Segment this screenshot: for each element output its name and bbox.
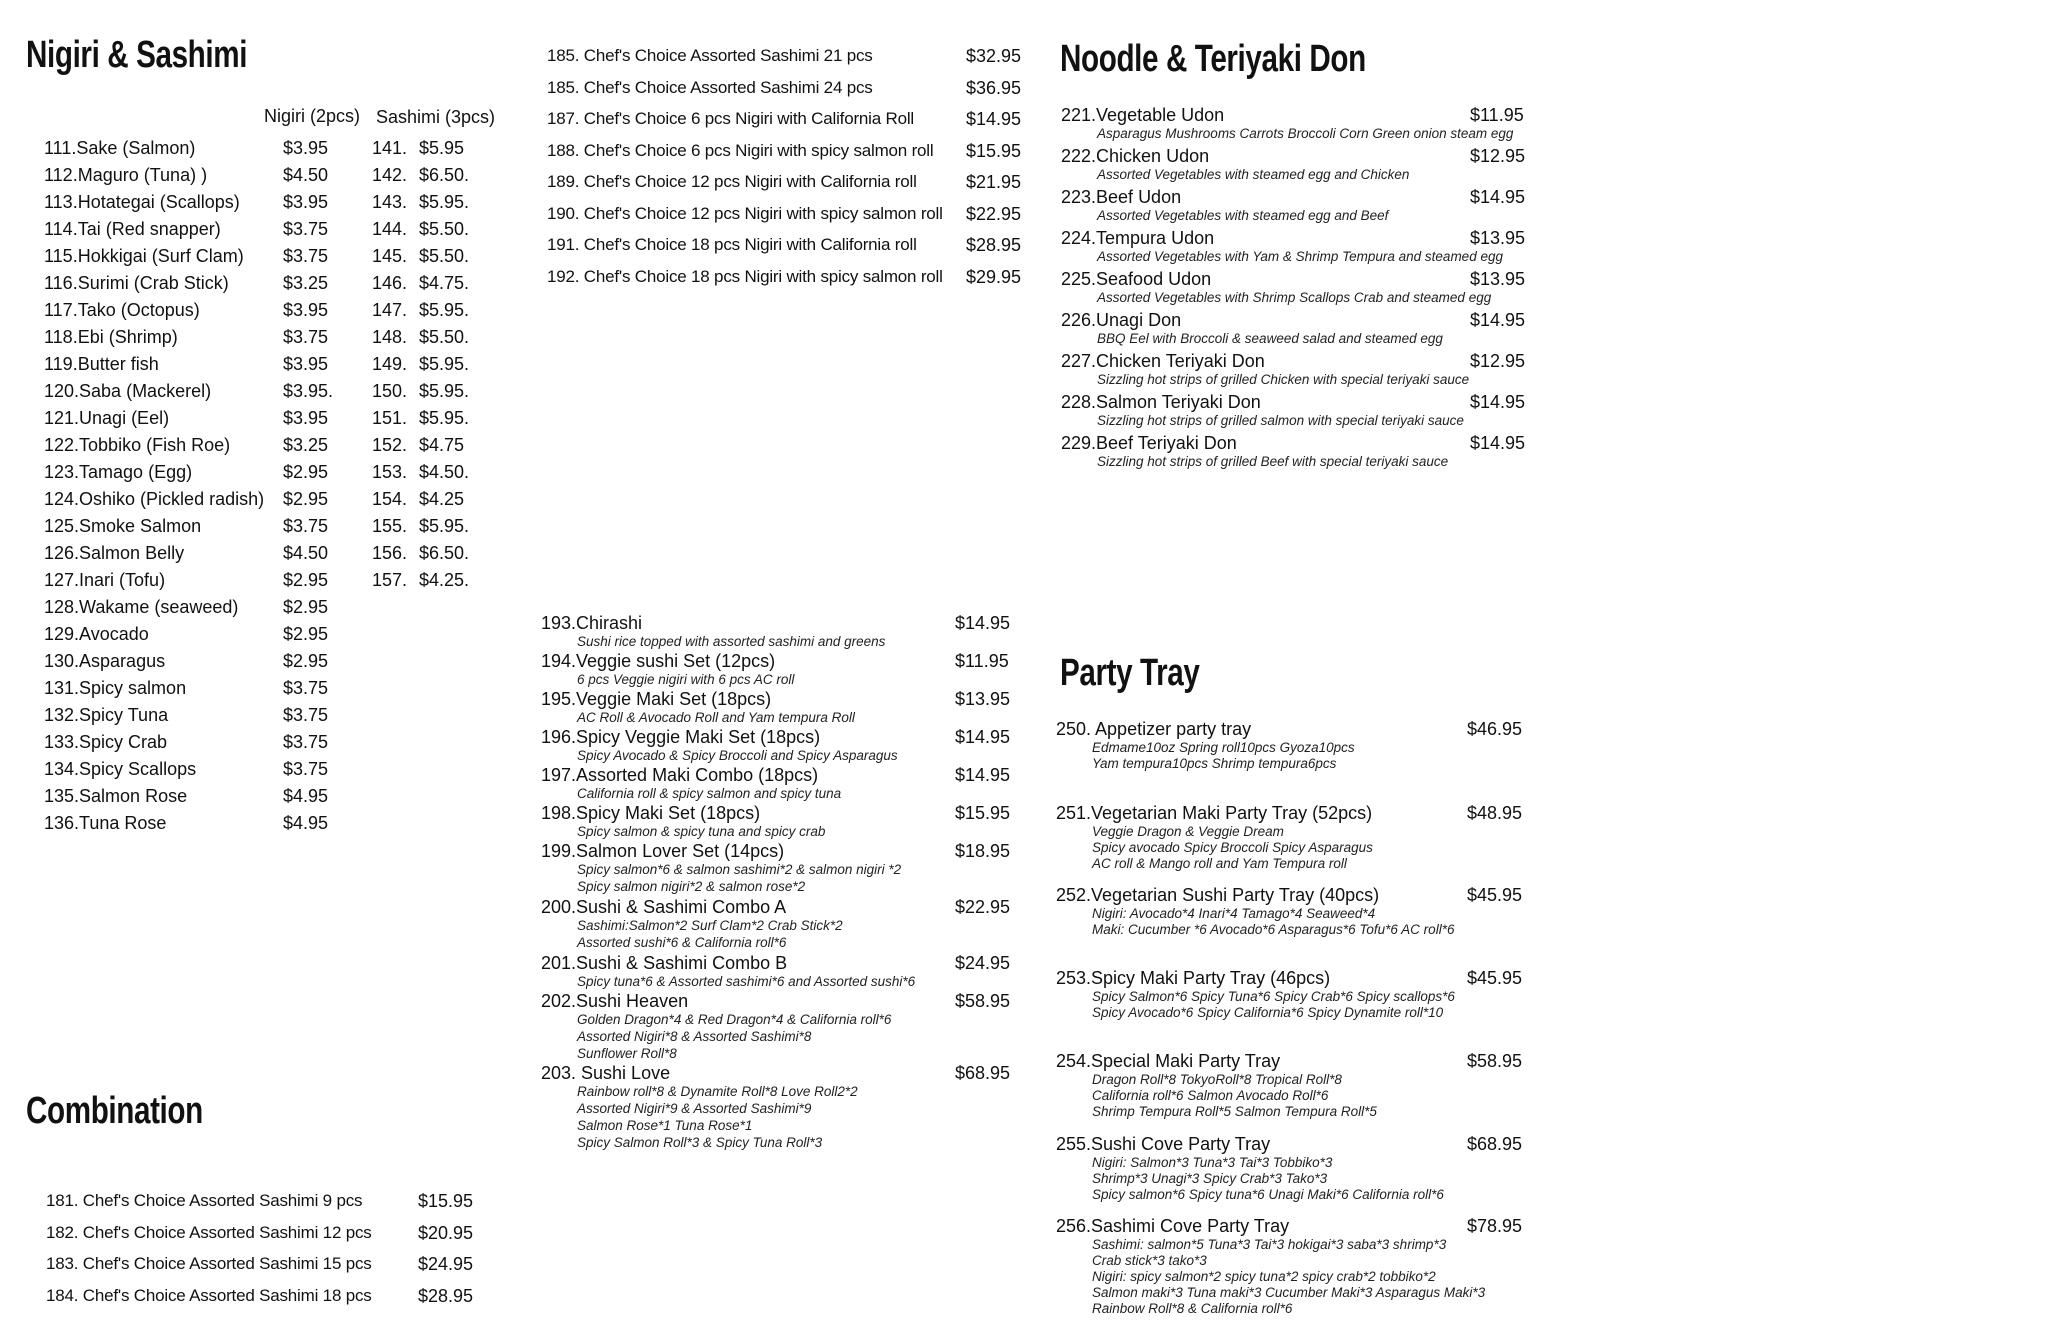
item-name: 227.Chicken Teriyaki Don <box>1061 351 1265 371</box>
sashimi-price: $5.95 <box>419 138 465 158</box>
item-name: 115.Hokkigai (Surf Clam) <box>44 246 244 266</box>
item-name: 222.Chicken Udon <box>1061 146 1210 166</box>
item-name: 190. Chef's Choice 12 pcs Nigiri with spicy salmon roll <box>547 203 943 223</box>
item-price: $78.95 <box>1467 1216 1523 1236</box>
item-name: 195.Veggie Maki Set (18pcs) <box>541 689 772 709</box>
item-name: 200.Sushi & Sashimi Combo A <box>541 897 787 917</box>
item-price: $29.95 <box>966 266 1022 287</box>
menu-item <box>44 758 504 780</box>
item-description: Dragon Roll*8 TokyoRoll*8 Tropical Roll*8 <box>1092 1072 1342 1087</box>
item-price: $46.95 <box>1467 719 1523 739</box>
item-price: $28.95 <box>418 1285 474 1306</box>
item-description: Assorted Nigiri*9 & Assorted Sashimi*9 <box>577 1101 812 1116</box>
item-name: 187. Chef's Choice 6 pcs Nigiri with California Roll <box>547 109 915 128</box>
sashimi-number: 154. <box>372 489 408 509</box>
item-description: Assorted Vegetables with steamed egg and Chicken <box>1097 167 1410 182</box>
item-description: Spicy salmon nigiri*2 & salmon rose*2 <box>577 879 806 894</box>
item-description: Spicy Avocado & Spicy Broccoli and Spicy Asparagus <box>577 748 898 763</box>
menu-item <box>44 245 504 267</box>
item-price: $13.95 <box>1470 228 1526 248</box>
item-name: 191. Chef's Choice 18 pcs Nigiri with California roll <box>547 235 917 254</box>
item-description: 6 pcs Veggie nigiri with 6 pcs AC roll <box>577 672 795 687</box>
menu-item <box>44 326 504 348</box>
sashimi-price: $6.50. <box>419 543 470 563</box>
sashimi-number: 155. <box>372 516 408 536</box>
combo-item <box>547 203 1046 225</box>
nigiri-price: $3.75 <box>283 678 329 698</box>
nigiri-price: $3.75 <box>283 516 329 536</box>
item-name: 121.Unagi (Eel) <box>44 408 170 428</box>
item-description: BBQ Eel with Broccoli & seaweed salad and steamed egg <box>1097 331 1443 346</box>
menu-item <box>1056 1050 1547 1072</box>
item-description: Shrimp Tempura Roll*5 Salmon Tempura Roll*5 <box>1092 1104 1377 1119</box>
item-description: Golden Dragon*4 & Red Dragon*4 & California roll*6 <box>577 1012 892 1027</box>
item-price: $22.95 <box>955 897 1011 917</box>
nigiri-price: $3.95 <box>283 408 329 428</box>
item-name: 199.Salmon Lover Set (14pcs) <box>541 841 785 861</box>
nigiri-price: $3.25 <box>283 435 329 455</box>
sashimi-price: $4.25 <box>419 489 465 509</box>
item-name: 251.Vegetarian Maki Party Tray (52pcs) <box>1056 803 1373 823</box>
combo-item <box>46 1222 498 1244</box>
nigiri-price: $3.95 <box>283 192 329 212</box>
item-name: 226.Unagi Don <box>1061 310 1182 330</box>
item-price: $68.95 <box>1467 1134 1523 1154</box>
item-name: 197.Assorted Maki Combo (18pcs) <box>541 765 819 785</box>
item-price: $14.95 <box>955 765 1011 785</box>
item-description: Salmon maki*3 Tuna maki*3 Cucumber Maki*3 Asparagus Maki*3 <box>1092 1285 1486 1300</box>
combo-item <box>547 234 1046 256</box>
menu-item <box>44 542 504 564</box>
menu-item <box>1061 186 1550 208</box>
menu-item <box>44 434 504 456</box>
item-price: $15.95 <box>418 1191 474 1211</box>
sashimi-number: 145. <box>372 246 408 266</box>
sashimi-price: $6.50. <box>419 165 470 185</box>
combo-item <box>46 1253 498 1275</box>
party-tray-heading: Party Tray <box>1060 652 1200 694</box>
sashimi-number: 156. <box>372 543 408 563</box>
menu-item <box>44 731 504 753</box>
sashimi-number: 157. <box>372 570 408 590</box>
item-name: 127.Inari (Tofu) <box>44 570 166 590</box>
item-name: 128.Wakame (seaweed) <box>44 597 239 617</box>
item-price: $32.95 <box>966 46 1022 66</box>
item-name: 225.Seafood Udon <box>1061 269 1212 289</box>
nigiri-price: $2.95 <box>283 624 329 644</box>
item-name: 183. Chef's Choice Assorted Sashimi 15 pcs <box>46 1254 372 1273</box>
item-name: 229.Beef Teriyaki Don <box>1061 433 1237 453</box>
item-description: AC Roll & Avocado Roll and Yam tempura Roll <box>577 710 855 725</box>
menu-item <box>541 764 1035 786</box>
item-price: $13.95 <box>955 689 1011 709</box>
menu-item <box>1056 802 1547 824</box>
item-description: Shrimp*3 Unagi*3 Spicy Crab*3 Tako*3 <box>1092 1171 1328 1186</box>
item-price: $24.95 <box>955 953 1011 973</box>
sashimi-number: 148. <box>372 327 408 347</box>
combo-item <box>547 266 1046 288</box>
item-description: Rainbow roll*8 & Dynamite Roll*8 Love Roll2*2 <box>577 1084 858 1099</box>
item-price: $15.95 <box>966 140 1022 161</box>
item-name: 181. Chef's Choice Assorted Sashimi 9 pcs <box>46 1191 363 1210</box>
item-name: 182. Chef's Choice Assorted Sashimi 12 pcs <box>46 1222 372 1242</box>
item-name: 133.Spicy Crab <box>44 732 168 752</box>
menu-item <box>1061 227 1550 249</box>
nigiri-price: $3.95. <box>283 381 334 401</box>
item-description: Nigiri: spicy salmon*2 spicy tuna*2 spicy crab*2 tobbiko*2 <box>1092 1269 1436 1284</box>
sashimi-price: $4.75 <box>419 435 465 455</box>
item-name: 136.Tuna Rose <box>44 813 167 833</box>
combo-item <box>46 1190 498 1212</box>
nigiri-price: $3.95 <box>283 354 329 374</box>
item-price: $11.95 <box>1470 105 1524 125</box>
item-name: 132.Spicy Tuna <box>44 705 169 725</box>
item-description: Spicy Avocado*6 Spicy California*6 Spicy Dynamite roll*10 <box>1092 1005 1444 1020</box>
menu-item <box>541 896 1035 918</box>
nigiri-price: $4.95 <box>283 786 329 806</box>
item-name: 196.Spicy Veggie Maki Set (18pcs) <box>541 727 821 747</box>
item-price: $13.95 <box>1470 269 1526 289</box>
item-price: $58.95 <box>955 991 1011 1011</box>
combination-heading: Combination <box>26 1090 203 1132</box>
item-description: Spicy avocado Spicy Broccoli Spicy Asparagus <box>1092 840 1373 855</box>
item-name: 228.Salmon Teriyaki Don <box>1061 392 1261 412</box>
sashimi-price: $5.95. <box>419 354 470 374</box>
menu-item <box>44 623 504 645</box>
menu-item <box>44 488 504 510</box>
menu-item <box>541 726 1035 748</box>
item-name: 192. Chef's Choice 18 pcs Nigiri with spicy salmon roll <box>547 266 943 286</box>
menu-item <box>1061 309 1550 331</box>
item-description: Rainbow Roll*8 & California roll*6 <box>1092 1301 1293 1316</box>
item-description: Assorted Vegetables with Yam & Shrimp Tempura and steamed egg <box>1097 249 1503 264</box>
item-name: 255.Sushi Cove Party Tray <box>1056 1134 1271 1154</box>
sashimi-number: 142. <box>372 165 408 185</box>
nigiri-price: $3.75 <box>283 759 329 779</box>
item-price: $48.95 <box>1467 803 1523 823</box>
sashimi-number: 147. <box>372 300 408 320</box>
item-name: 189. Chef's Choice 12 pcs Nigiri with California roll <box>547 172 917 191</box>
item-name: 201.Sushi & Sashimi Combo B <box>541 953 788 973</box>
item-description: Veggie Dragon & Veggie Dream <box>1092 824 1284 839</box>
noodle-heading: Noodle & Teriyaki Don <box>1060 38 1366 80</box>
sashimi-price: $5.50. <box>419 246 470 266</box>
item-name: 129.Avocado <box>44 624 149 644</box>
sashimi-number: 152. <box>372 435 408 455</box>
item-price: $12.95 <box>1470 146 1526 166</box>
item-name: 256.Sashimi Cove Party Tray <box>1056 1216 1290 1236</box>
nigiri-price: $4.50 <box>283 543 329 563</box>
item-description: Salmon Rose*1 Tuna Rose*1 <box>577 1118 753 1133</box>
item-price: $14.95 <box>1470 433 1526 453</box>
item-price: $14.95 <box>1470 310 1526 330</box>
item-name: 113.Hotategai (Scallops) <box>44 192 240 212</box>
nigiri-price: $4.50 <box>283 165 329 185</box>
sashimi-number: 151. <box>372 408 408 428</box>
item-price: $58.95 <box>1467 1051 1523 1071</box>
item-description: Maki: Cucumber *6 Avocado*6 Asparagus*6 Tofu*6 AC roll*6 <box>1092 922 1455 937</box>
sashimi-number: 153. <box>372 462 408 482</box>
item-name: 112.Maguro (Tuna) ) <box>44 165 208 185</box>
item-name: 221.Vegetable Udon <box>1061 105 1225 125</box>
combo-item <box>46 1285 498 1307</box>
nigiri-price: $2.95 <box>283 651 329 671</box>
item-name: 194.Veggie sushi Set (12pcs) <box>541 651 776 671</box>
menu-item <box>541 952 1035 974</box>
combo-item <box>547 171 1046 193</box>
menu-item <box>44 704 504 726</box>
item-name: 184. Chef's Choice Assorted Sashimi 18 pcs <box>46 1285 372 1305</box>
menu-item <box>44 785 504 807</box>
menu-item <box>44 677 504 699</box>
item-description: Edmame10oz Spring roll10pcs Gyoza10pcs <box>1092 740 1355 755</box>
nigiri-price: $2.95 <box>283 489 329 509</box>
item-description: Assorted Vegetables with steamed egg and Beef <box>1097 208 1389 223</box>
menu-item <box>541 650 1035 672</box>
item-name: 125.Smoke Salmon <box>44 516 202 536</box>
item-price: $20.95 <box>418 1222 474 1243</box>
item-name: 193.Chirashi <box>541 613 643 633</box>
item-description: Sushi rice topped with assorted sashimi and greens <box>577 634 886 649</box>
menu-item <box>44 137 504 159</box>
menu-item <box>541 802 1035 824</box>
nigiri-price: $4.95 <box>283 813 329 833</box>
combo-item <box>547 140 1046 162</box>
item-name: 224.Tempura Udon <box>1061 228 1215 248</box>
nigiri-price: $3.75 <box>283 705 329 725</box>
item-price: $36.95 <box>966 77 1022 98</box>
item-description: Assorted Vegetables with Shrimp Scallops Crab and steamed egg <box>1097 290 1492 305</box>
combo-item <box>547 45 1046 67</box>
menu-item <box>44 569 504 591</box>
item-description: Assorted sushi*6 & California roll*6 <box>577 935 787 950</box>
item-description: Spicy Salmon*6 Spicy Tuna*6 Spicy Crab*6 Spicy scallops*6 <box>1092 989 1455 1004</box>
item-price: $14.95 <box>1470 392 1526 412</box>
sashimi-number: 141. <box>372 138 408 158</box>
menu-item <box>44 650 504 672</box>
item-price: $45.95 <box>1467 968 1523 988</box>
menu-item <box>44 353 504 375</box>
item-description: Nigiri: Avocado*4 Inari*4 Tamago*4 Seaweed*4 <box>1092 906 1376 921</box>
sashimi-number: 144. <box>372 219 408 239</box>
item-description: Spicy salmon & spicy tuna and spicy crab <box>577 824 826 839</box>
menu-item <box>1061 104 1550 126</box>
item-name: 120.Saba (Mackerel) <box>44 381 212 401</box>
sashimi-number: 149. <box>372 354 408 374</box>
menu-item <box>44 515 504 537</box>
item-price: $22.95 <box>966 203 1022 224</box>
item-name: 135.Salmon Rose <box>44 786 188 806</box>
item-name: 185. Chef's Choice Assorted Sashimi 21 pcs <box>547 46 873 65</box>
item-name: 250. Appetizer party tray <box>1056 719 1252 739</box>
item-price: $11.95 <box>955 651 1009 671</box>
nigiri-price: $3.75 <box>283 732 329 752</box>
item-name: 198.Spicy Maki Set (18pcs) <box>541 803 761 823</box>
item-price: $24.95 <box>418 1254 474 1274</box>
menu-item <box>541 688 1035 710</box>
item-description: Sunflower Roll*8 <box>577 1046 677 1061</box>
item-price: $12.95 <box>1470 351 1526 371</box>
combo-item <box>547 77 1046 99</box>
nigiri-price: $2.95 <box>283 570 329 590</box>
item-name: 130.Asparagus <box>44 651 166 671</box>
sashimi-price: $4.75. <box>419 273 470 293</box>
menu-item <box>1056 884 1547 906</box>
sashimi-number: 146. <box>372 273 408 293</box>
menu-item <box>1056 967 1547 989</box>
sashimi-number: 143. <box>372 192 408 212</box>
item-description: Yam tempura10pcs Shrimp tempura6pcs <box>1092 756 1337 771</box>
menu-item <box>44 407 504 429</box>
item-description: Sizzling hot strips of grilled salmon with special teriyaki sauce <box>1097 413 1464 428</box>
item-name: 111.Sake (Salmon) <box>44 138 196 158</box>
item-name: 202.Sushi Heaven <box>541 991 689 1011</box>
item-price: $14.95 <box>966 109 1022 129</box>
item-description: Asparagus Mushrooms Carrots Broccoli Corn Green onion steam egg <box>1097 126 1514 141</box>
sashimi-price: $4.50. <box>419 462 470 482</box>
nigiri-price: $3.25 <box>283 273 329 293</box>
menu-item <box>1061 350 1550 372</box>
sashimi-number: 150. <box>372 381 408 401</box>
item-name: 116.Surimi (Crab Stick) <box>44 273 229 293</box>
menu-item <box>1061 391 1550 413</box>
sashimi-price: $5.50. <box>419 327 470 347</box>
item-price: $14.95 <box>1470 187 1526 207</box>
item-description: Sizzling hot strips of grilled Beef with special teriyaki sauce <box>1097 454 1449 469</box>
menu-item <box>44 596 504 618</box>
menu-item <box>541 840 1035 862</box>
item-description: California roll*6 Salmon Avocado Roll*6 <box>1092 1088 1329 1103</box>
item-name: 126.Salmon Belly <box>44 543 185 563</box>
menu-item <box>1061 268 1550 290</box>
item-description: Crab stick*3 tako*3 <box>1092 1253 1207 1268</box>
item-name: 131.Spicy salmon <box>44 678 187 698</box>
item-description: Spicy Salmon Roll*3 & Spicy Tuna Roll*3 <box>577 1135 823 1150</box>
item-name: 119.Butter fish <box>44 354 159 374</box>
sashimi-price: $5.95. <box>419 516 470 536</box>
nigiri-price: $2.95 <box>283 462 329 482</box>
item-name: 117.Tako (Octopus) <box>44 300 200 320</box>
item-price: $14.95 <box>955 727 1011 747</box>
menu-item <box>1056 1215 1547 1237</box>
item-price: $21.95 <box>966 172 1022 192</box>
item-price: $18.95 <box>955 841 1011 861</box>
item-price: $14.95 <box>955 613 1011 633</box>
sashimi-price: $5.95. <box>419 192 470 212</box>
item-name: 253.Spicy Maki Party Tray (46pcs) <box>1056 968 1331 988</box>
item-description: Sizzling hot strips of grilled Chicken with special teriyaki sauce <box>1097 372 1470 387</box>
menu-item <box>541 612 1035 634</box>
item-price: $28.95 <box>966 235 1022 255</box>
menu-item <box>541 1062 1035 1084</box>
item-description: Spicy salmon*6 & salmon sashimi*2 & salmon nigiri *2 <box>577 862 902 877</box>
menu-item <box>1061 145 1550 167</box>
menu-item <box>44 299 504 321</box>
menu-item <box>44 461 504 483</box>
nigiri-price: $3.75 <box>283 246 329 266</box>
item-name: 188. Chef's Choice 6 pcs Nigiri with spicy salmon roll <box>547 140 934 160</box>
nigiri-price: $3.75 <box>283 327 329 347</box>
menu-item <box>1056 1133 1547 1155</box>
nigiri-price: $3.95 <box>283 300 329 320</box>
item-name: 203. Sushi Love <box>541 1063 671 1083</box>
item-description: Sashimi:Salmon*2 Surf Clam*2 Crab Stick*2 <box>577 918 843 933</box>
nigiri-price: $2.95 <box>283 597 329 617</box>
menu-item <box>541 990 1035 1012</box>
menu-item <box>44 812 504 834</box>
nigiri-price: $3.95 <box>283 138 329 158</box>
menu-item <box>1056 718 1547 740</box>
menu-item <box>44 164 504 186</box>
sashimi-price: $5.95. <box>419 408 470 428</box>
item-description: California roll & spicy salmon and spicy tuna <box>577 786 842 801</box>
item-name: 122.Tobbiko (Fish Roe) <box>44 435 231 455</box>
nigiri-price: $3.75 <box>283 219 329 239</box>
item-description: Assorted Nigiri*8 & Assorted Sashimi*8 <box>577 1029 812 1044</box>
item-name: 223.Beef Udon <box>1061 187 1182 207</box>
item-price: $45.95 <box>1467 885 1523 905</box>
sashimi-price: $5.50. <box>419 219 470 239</box>
item-name: 185. Chef's Choice Assorted Sashimi 24 pcs <box>547 77 873 97</box>
menu-item <box>1061 432 1550 454</box>
menu-item <box>44 191 504 213</box>
item-description: AC roll & Mango roll and Yam Tempura roll <box>1092 856 1347 871</box>
sashimi-price: $4.25. <box>419 570 470 590</box>
item-name: 114.Tai (Red snapper) <box>44 219 221 239</box>
sashimi-price: $5.95. <box>419 300 470 320</box>
sashimi-price: $5.95. <box>419 381 470 401</box>
item-price: $15.95 <box>955 803 1011 823</box>
menu-item <box>44 272 504 294</box>
item-name: 124.Oshiko (Pickled radish) <box>44 489 265 509</box>
menu-item <box>44 380 504 402</box>
nigiri-column-header: Nigiri (2pcs) <box>264 106 361 126</box>
item-description: Sashimi: salmon*5 Tuna*3 Tai*3 hokigai*3 saba*3 shrimp*3 <box>1092 1237 1447 1252</box>
item-description: Nigiri: Salmon*3 Tuna*3 Tai*3 Tobbiko*3 <box>1092 1155 1333 1170</box>
item-description: Spicy tuna*6 & Assorted sashimi*6 and Assorted sushi*6 <box>577 974 916 989</box>
combo-item <box>547 108 1046 130</box>
item-name: 254.Special Maki Party Tray <box>1056 1051 1281 1071</box>
sashimi-column-header: Sashimi (3pcs) <box>376 107 496 127</box>
item-price: $68.95 <box>955 1063 1011 1083</box>
item-name: 134.Spicy Scallops <box>44 759 197 779</box>
item-name: 118.Ebi (Shrimp) <box>44 327 178 347</box>
item-name: 252.Vegetarian Sushi Party Tray (40pcs) <box>1056 885 1380 905</box>
menu-item <box>44 218 504 240</box>
item-name: 123.Tamago (Egg) <box>44 462 193 482</box>
item-description: Spicy salmon*6 Spicy tuna*6 Unagi Maki*6 California roll*6 <box>1092 1187 1444 1202</box>
nigiri-sashimi-heading: Nigiri & Sashimi <box>26 34 248 76</box>
